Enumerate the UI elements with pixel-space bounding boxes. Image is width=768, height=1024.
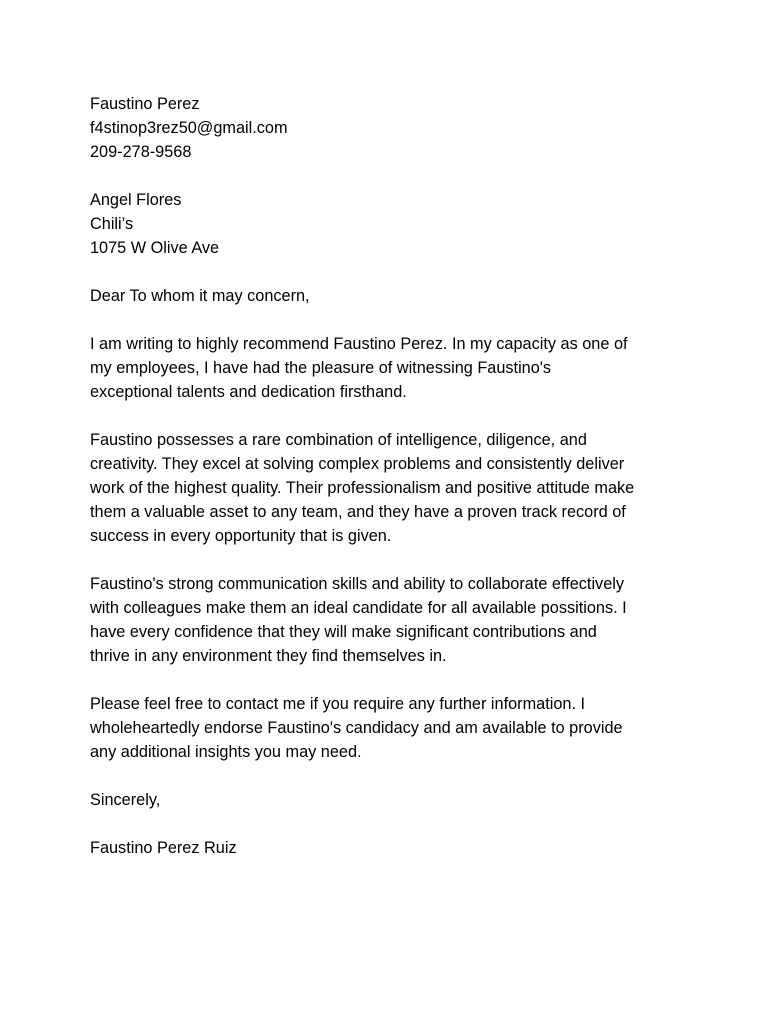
paragraph-line: work of the highest quality. Their professionalism and positive attitude make — [90, 479, 635, 497]
sender-block — [90, 92, 690, 164]
paragraph-2 — [90, 428, 690, 548]
paragraph-line: Faustino's strong communication skills and ability to collaborate effectively — [90, 575, 625, 593]
paragraph-line: them a valuable asset to any team, and they have a proven track record of — [90, 503, 626, 521]
paragraph-1 — [90, 332, 690, 404]
spacer — [90, 260, 690, 284]
paragraph-line: any additional insights you may need. — [90, 743, 362, 761]
recipient-address: 1075 W Olive Ave — [90, 239, 220, 257]
recipient-block — [90, 188, 690, 260]
paragraph-line: Please feel free to contact me if you require any further information. I — [90, 695, 586, 713]
spacer — [90, 404, 690, 428]
paragraph-4 — [90, 692, 690, 764]
paragraph-line: success in every opportunity that is given. — [90, 527, 392, 545]
spacer — [90, 764, 690, 788]
sender-name: Faustino Perez — [90, 95, 200, 113]
paragraph-line: my employees, I have had the pleasure of witnessing Faustino's — [90, 359, 552, 377]
paragraph-line: have every confidence that they will make significant contributions and — [90, 623, 597, 641]
spacer — [90, 308, 690, 332]
sender-email: f4stinop3rez50@gmail.com — [90, 119, 288, 137]
paragraph-line: I am writing to highly recommend Faustino Perez. In my capacity as one of — [90, 335, 628, 353]
spacer — [90, 164, 690, 188]
letter-body — [90, 92, 690, 860]
paragraph-line: exceptional talents and dedication firsthand. — [90, 383, 407, 401]
paragraph-line: Faustino possesses a rare combination of intelligence, diligence, and — [90, 431, 587, 449]
paragraph-line: with colleagues make them an ideal candidate for all available possitions. I — [90, 599, 627, 617]
paragraph-line: thrive in any environment they find themselves in. — [90, 647, 447, 665]
closing: Sincerely, — [90, 791, 161, 809]
paragraph-3 — [90, 572, 690, 668]
signature: Faustino Perez Ruiz — [90, 839, 237, 857]
spacer — [90, 548, 690, 572]
recipient-company: Chili’s — [90, 215, 134, 233]
sender-phone: 209-278-9568 — [90, 143, 192, 161]
spacer — [90, 812, 690, 836]
spacer — [90, 668, 690, 692]
paragraph-line: wholeheartedly endorse Faustino's candidacy and am available to provide — [90, 719, 623, 737]
salutation: Dear To whom it may concern, — [90, 287, 310, 305]
paragraph-line: creativity. They excel at solving complex problems and consistently deliver — [90, 455, 625, 473]
recipient-name: Angel Flores — [90, 191, 182, 209]
